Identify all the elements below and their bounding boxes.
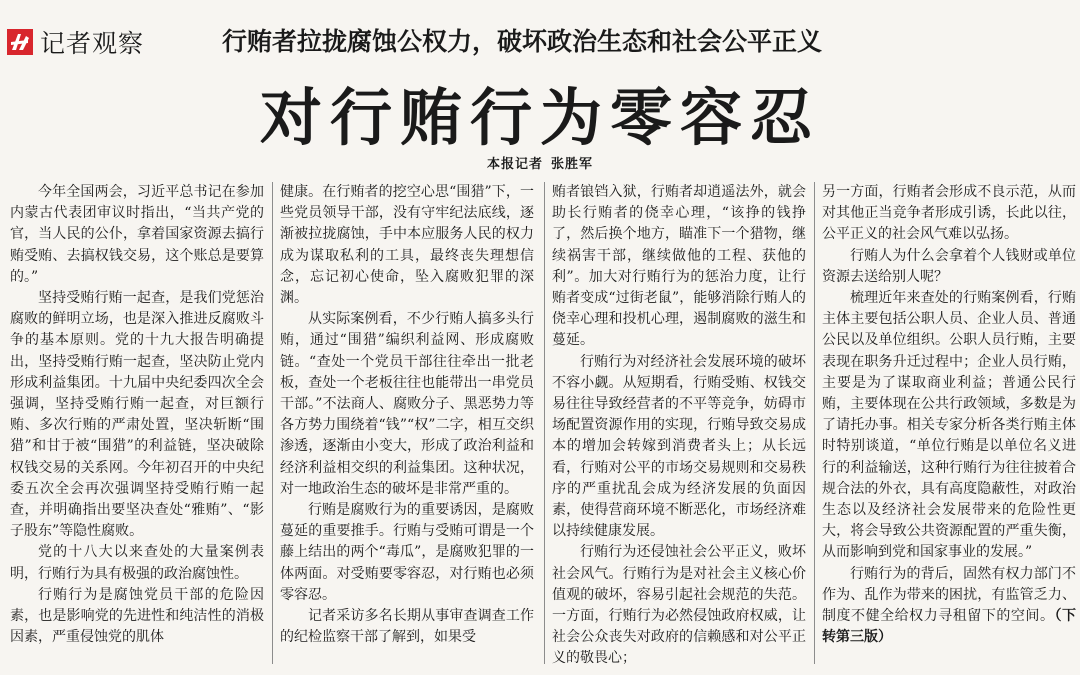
article-column-2 — [280, 182, 534, 670]
paragraph-text: 行贿行为的背后，固然有权力部门不作为、乱作为带来的困扰，有监管乏力、制度不健全给权力寻租留下的空间。 — [822, 565, 1076, 625]
paragraph: 行贿行为是腐蚀党员干部的危险因素，也是影响党的先进性和纯洁性的消极因素，严重侵蚀党的肌体 — [10, 586, 264, 646]
column-badge — [6, 22, 144, 62]
byline-role: 本报记者 — [486, 157, 543, 172]
paragraph: 健康。在行贿者的挖空心思“围猎”下，一些党员领导干部，没有守牢纪法底线，逐渐被拉拢腐蚀，手中本应服务人民的权力成为谋取私利的工具，最终丧失理想信念，忘记初心使命，坠入腐败犯罪的深渊。 — [280, 184, 534, 307]
paragraph: 贿者锒铛入狱，行贿者却逍遥法外，就会助长行贿者的侥幸心理，“该挣的钱挣了，然后换个地方，瞄准下一个猎物，继续祸害干部，继续做他的工程、获他的利”。加大对行贿行为的惩治力度，让行贿者变成“过街老鼠”，能够消除行贿人的侥幸心理和投机心理，遏制腐败的滋生和蔓延。 — [552, 184, 806, 349]
paragraph: 另一方面，行贿者会形成不良示范，从而对其他正当竞争者形成引诱，长此以往，公平正义的社会风气难以弘扬。 — [822, 184, 1076, 243]
red-brush-emblem-icon — [6, 28, 34, 56]
paragraph: 党的十八大以来查处的大量案例表明，行贿行为具有极强的政治腐蚀性。 — [10, 544, 264, 582]
paragraph: 行贿是腐败行为的重要诱因，是腐败蔓延的重要推手。行贿与受贿可谓是一个藤上结出的两个“毒瓜”，是腐败犯罪的一体两面。对受贿要零容忍，对行贿也必须零容忍。 — [280, 502, 534, 603]
article-subtitle: 行贿者拉拢腐蚀公权力，破坏政治生态和社会公平正义 — [222, 27, 823, 56]
column-name: 记者观察 — [40, 29, 145, 58]
byline — [0, 153, 1080, 172]
continued-on-page-note[interactable]: （下转第三版） — [822, 608, 1076, 646]
article-column-3 — [552, 182, 806, 670]
column-divider — [814, 182, 815, 664]
paragraph: 从实际案例看，不少行贿人搞多头行贿，通过“围猎”编织利益网、形成腐败链。“查处一个党员干部往往牵出一批老板，查处一个老板往往也能带出一串党员干部。”不法商人、腐败分子、黑恶势力等各方势力围绕着“钱”“权”二字，相互交织渗透，逐渐由小变大，形成了政治利益和经济利益相交织的利益集团。这种状况，对一地政治生态的破坏是非常严重的。 — [280, 311, 534, 497]
page-header — [0, 0, 1080, 70]
column-divider — [544, 182, 545, 664]
byline-author: 张胜军 — [551, 157, 594, 172]
column-divider — [272, 182, 273, 664]
paragraph: 行贿人为什么会拿着个人钱财或单位资源去送给别人呢？ — [822, 247, 1076, 285]
paragraph: 行贿行为对经济社会发展环境的破坏不容小觑。从短期看，行贿受贿、权钱交易往往导致经营者的不平等竞争，妨碍市场配置资源作用的实现，行贿导致交易成本的增加会转嫁到消费者头上；从长远看，行贿对公平的市场交易规则和交易秩序的严重扰乱会成为经济发展的负面因素，使得营商环境不断恶化，市场经济难以持续健康发展。 — [552, 353, 806, 540]
article-column-1 — [10, 182, 264, 670]
article-title: 对行贿行为零容忍 — [259, 81, 820, 154]
paragraph — [822, 564, 1076, 649]
paragraph: 坚持受贿行贿一起查，是我们党惩治腐败的鲜明立场，也是深入推进反腐败斗争的基本原则。党的十九大报告明确提出，坚持受贿行贿一起查，坚决防止党内形成利益集团。十九届中央纪委四次全会强调，坚持受贿行贿一起查，对巨额行贿、多次行贿的严肃处置，坚决斩断“围猎”和甘于被“围猎”的利益链，坚决破除权钱交易的关系网。今年初召开的中央纪委五次全会再次强调坚持受贿行贿一起查，并明确指出要坚决查处“雅贿”、“影子股东”等隐性腐败。 — [10, 290, 264, 540]
article-column-4 — [822, 182, 1076, 670]
paragraph: 梳理近年来查处的行贿案例看，行贿主体主要包括公职人员、企业人员、普通公民以及单位组织。公职人员行贿，主要表现在职务升迁过程中；企业人员行贿，主要是为了谋取商业利益；普通公民行贿，主要体现在公共行政领域，多数是为了请托办事。相关专家分析各类行贿主体时特别谈道，“单位行贿是以单位名义进行的利益输送，这种行贿行为往往披着合规合法的外衣，具有高度隐蔽性，对政治生态以及经济社会发展带来的危险性更大，将会导致公共资源配置的严重失衡，从而影响到党和国家事业的发展。” — [822, 290, 1076, 561]
paragraph: 行贿行为还侵蚀社会公平正义，败坏社会风气。行贿行为是对社会主义核心价值观的破坏，容易引起社会规范的失范。一方面，行贿行为必然侵蚀政府权威，让社会公众丧失对政府的信赖感和对公平正义的敬畏心； — [552, 544, 806, 667]
paragraph: 记者采访多名长期从事审查调查工作的纪检监察干部了解到，如果受 — [280, 608, 534, 646]
paragraph: 今年全国两会，习近平总书记在参加内蒙古代表团审议时指出，“当共产党的官，当人民的公仆，拿着国家资源去搞行贿受贿、去搞权钱交易，这个账总是要算的。” — [10, 184, 264, 285]
